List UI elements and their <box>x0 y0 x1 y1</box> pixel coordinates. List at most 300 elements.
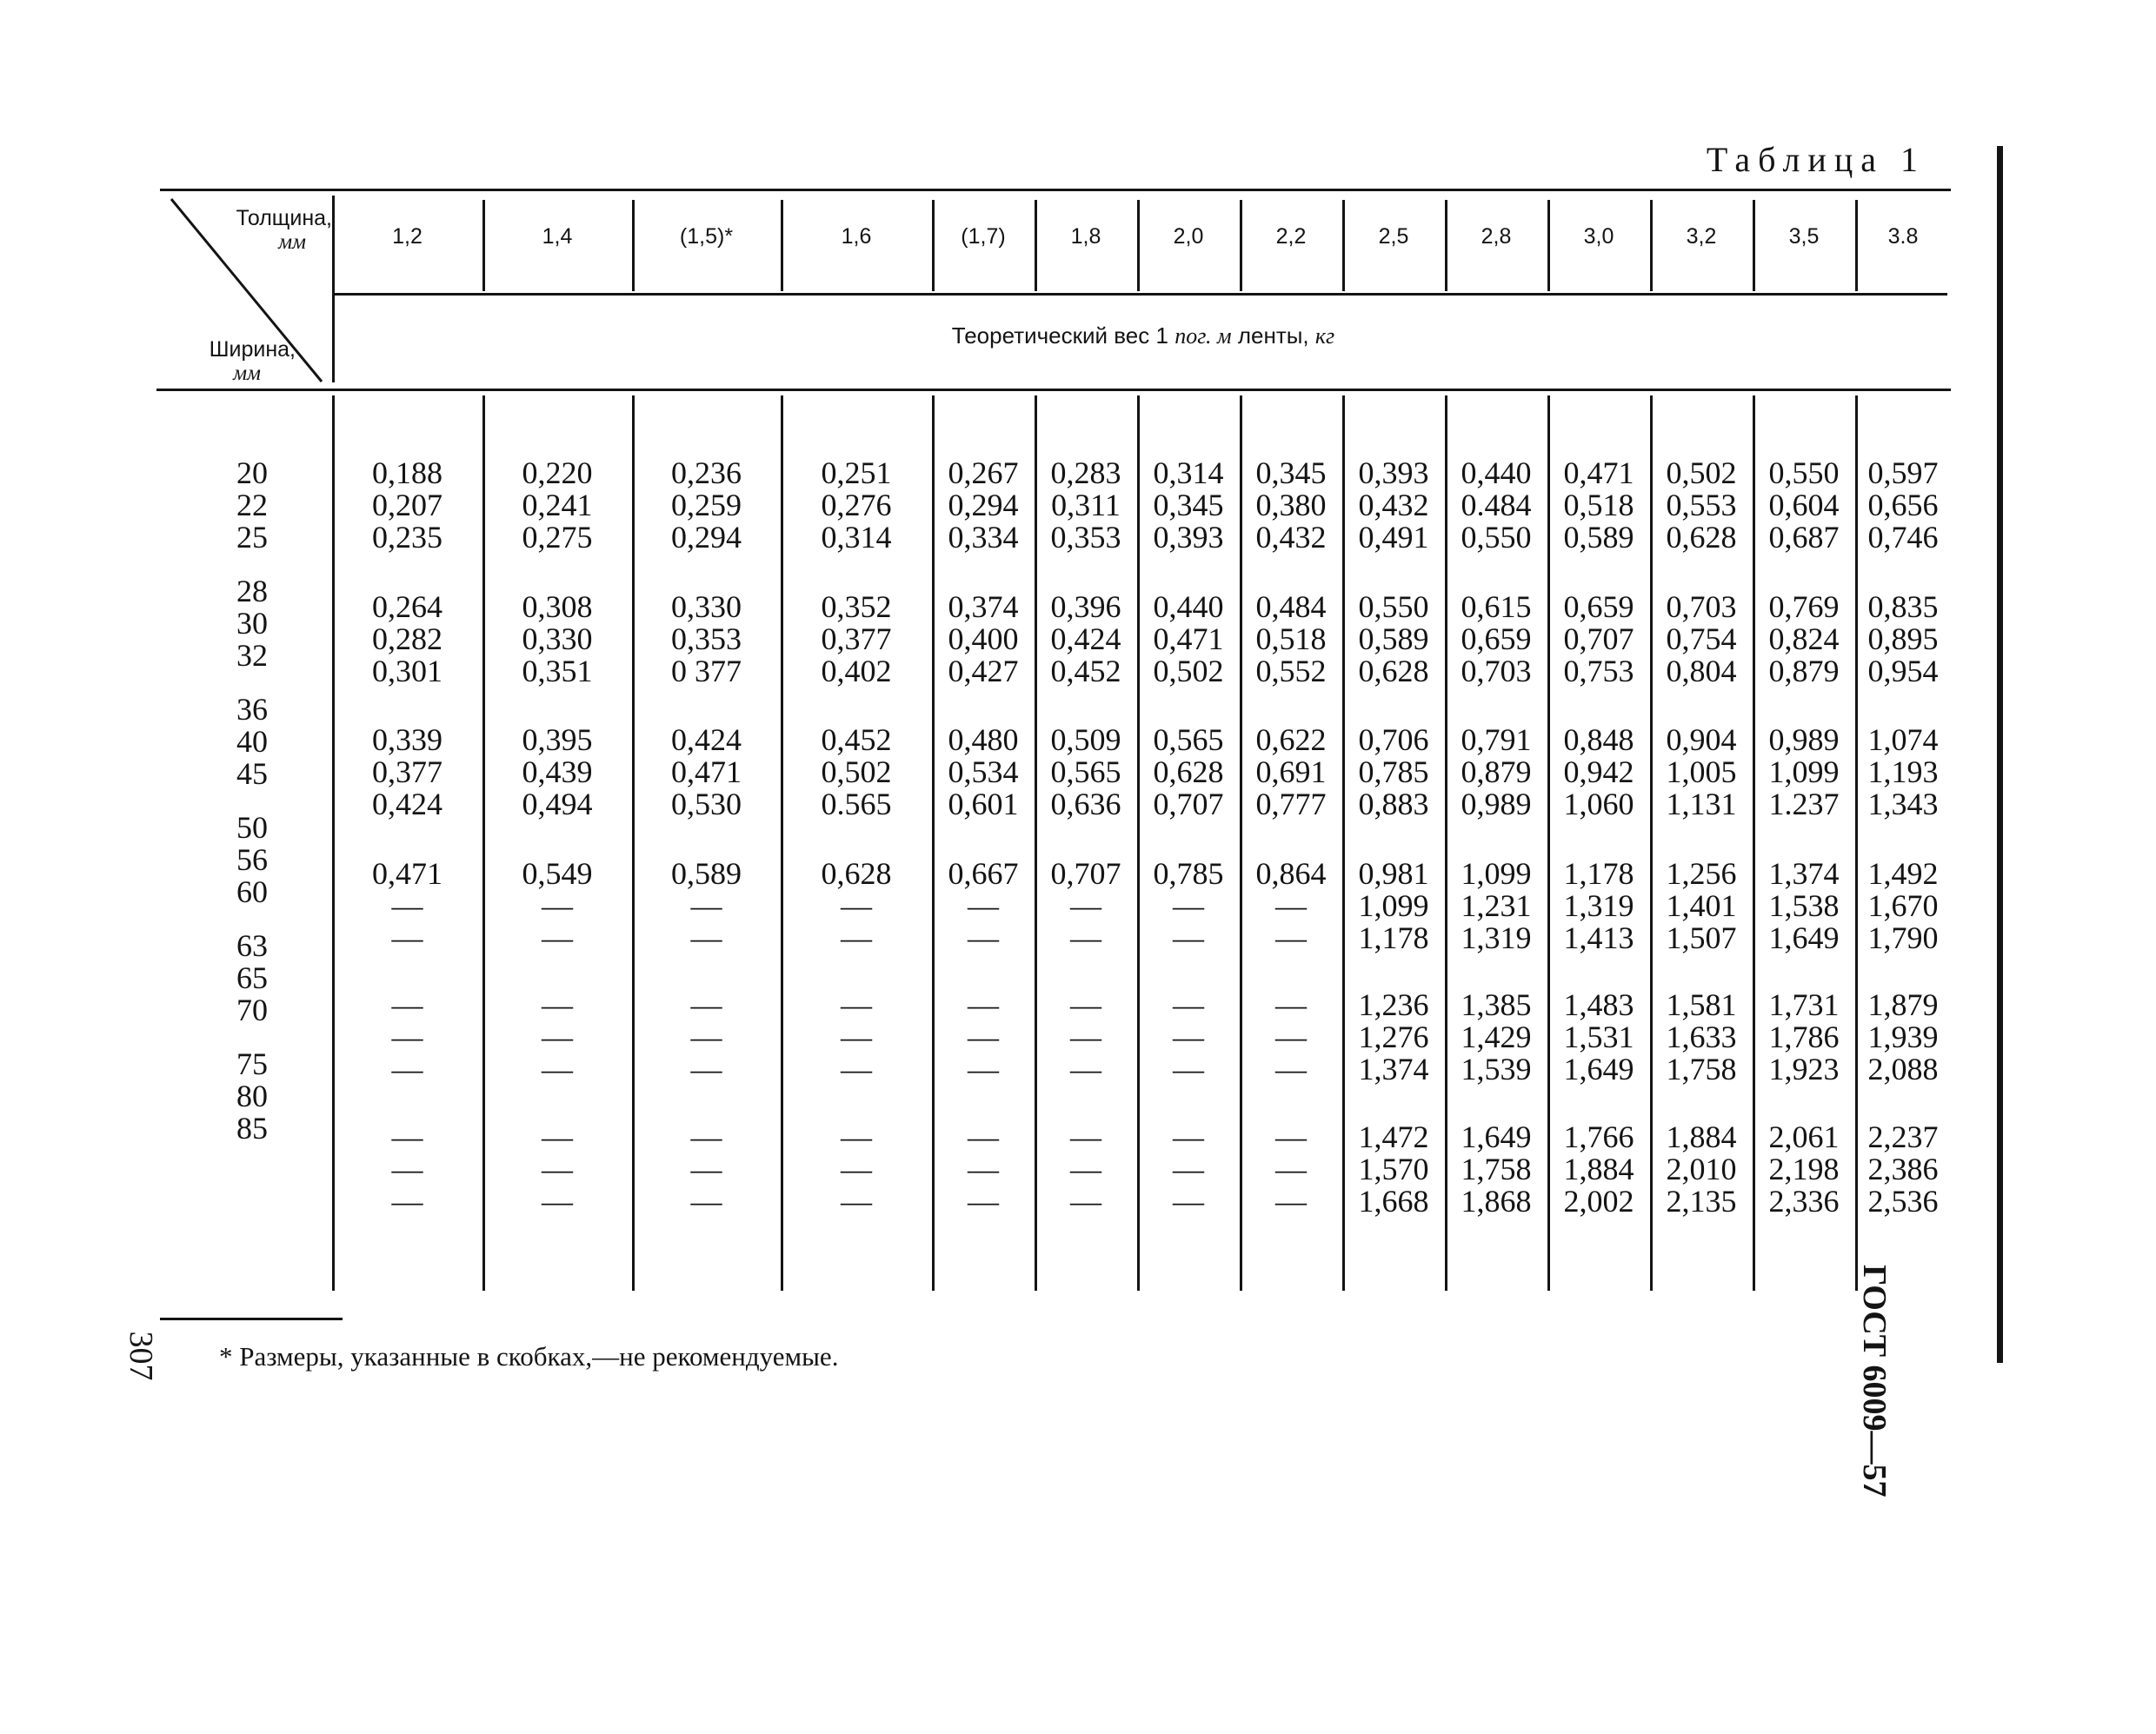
weight-cell: 0,597 <box>1867 455 1939 490</box>
weight-cell: 0,282 <box>372 621 443 656</box>
thickness-header: 2,8 <box>1481 224 1512 249</box>
weight-cell: 0,989 <box>1461 787 1532 821</box>
weight-cell: 0,636 <box>1050 787 1121 821</box>
weight-cell: 0,691 <box>1255 754 1327 789</box>
width-value: 60 <box>236 874 268 909</box>
weight-cell: 0,235 <box>372 520 443 555</box>
thickness-header: 1,6 <box>841 224 872 249</box>
weight-cell: 0,339 <box>372 722 443 757</box>
weight-cell: 1,731 <box>1768 987 1840 1022</box>
weight-cell: — <box>1070 1184 1101 1219</box>
width-value: 80 <box>236 1079 268 1113</box>
weight-cell: — <box>841 1152 872 1186</box>
weight-cell: 2,002 <box>1563 1184 1634 1219</box>
weight-cell: 1,649 <box>1563 1052 1634 1086</box>
weight-cell: — <box>391 1052 423 1086</box>
weight-cell: 1,649 <box>1461 1119 1532 1154</box>
weight-cell: 0,601 <box>948 787 1019 821</box>
weight-cell: 0,396 <box>1050 589 1121 624</box>
weight-subheader <box>339 322 1947 349</box>
width-value: 32 <box>236 638 268 673</box>
weight-cell: — <box>968 1184 999 1219</box>
weight-cell: — <box>1173 1020 1204 1054</box>
subheader-part4: кг <box>1314 323 1335 349</box>
weight-cell: 0,628 <box>821 856 892 891</box>
body-separator <box>632 395 635 1291</box>
weight-cell: 1,581 <box>1666 987 1737 1022</box>
weight-cell: 0,656 <box>1867 488 1939 522</box>
weight-cell: 1,374 <box>1358 1052 1429 1086</box>
weight-cell: — <box>1070 920 1101 955</box>
weight-cell: — <box>968 1152 999 1186</box>
body-separator <box>332 395 335 1291</box>
weight-cell: 2,336 <box>1768 1184 1840 1219</box>
weight-cell: 0,942 <box>1563 754 1634 789</box>
weight-cell: 1,099 <box>1461 856 1532 891</box>
weight-cell: 0,345 <box>1255 455 1327 490</box>
weight-cell: 0,502 <box>1666 455 1737 490</box>
weight-cell: 0,622 <box>1255 722 1327 757</box>
weight-cell: — <box>690 1184 722 1219</box>
weight-cell: 1,074 <box>1867 722 1939 757</box>
width-label: Ширина, <box>209 337 296 362</box>
weight-cell: — <box>841 1184 872 1219</box>
weight-cell: — <box>1173 1152 1204 1186</box>
weight-cell: — <box>841 1052 872 1086</box>
weight-cell: 0,424 <box>372 787 443 821</box>
weight-cell: 0,687 <box>1768 520 1840 555</box>
width-value: 20 <box>236 455 268 490</box>
weight-cell: 0,879 <box>1461 754 1532 789</box>
weight-cell: 0,471 <box>671 754 742 789</box>
weight-cell: 0,393 <box>1358 455 1429 490</box>
weight-cell: 1,413 <box>1563 920 1634 955</box>
thickness-header: 2,2 <box>1275 224 1307 249</box>
subheader-part2: пог. м <box>1174 323 1232 349</box>
weight-cell: 1,483 <box>1563 987 1634 1022</box>
weight-cell: — <box>1173 920 1204 955</box>
weight-cell: 0 377 <box>671 654 742 688</box>
weight-cell: 0,294 <box>948 488 1019 522</box>
width-value: 30 <box>236 606 268 641</box>
weight-cell: — <box>1173 987 1204 1022</box>
weight-cell: 0,276 <box>821 488 892 522</box>
weight-cell: 0,188 <box>372 455 443 490</box>
thickness-header: 3.8 <box>1887 224 1919 249</box>
weight-cell: 1,531 <box>1563 1020 1634 1054</box>
weight-cell: 0,502 <box>1153 654 1224 688</box>
weight-cell: — <box>1275 1119 1307 1154</box>
weight-cell: 2,088 <box>1867 1052 1939 1086</box>
weight-cell: 1,633 <box>1666 1020 1737 1054</box>
weight-cell: 1,193 <box>1867 754 1939 789</box>
weight-cell: — <box>690 1152 722 1186</box>
weight-cell: 0,549 <box>522 856 593 891</box>
weight-cell: 0,785 <box>1358 754 1429 789</box>
thickness-header: (1,7) <box>961 224 1006 249</box>
weight-cell: — <box>391 1184 423 1219</box>
weight-cell: 0,589 <box>671 856 742 891</box>
weight-cell: 0,707 <box>1050 856 1121 891</box>
weight-cell: 0,314 <box>821 520 892 555</box>
weight-cell: 0,703 <box>1666 589 1737 624</box>
footnote: * Размеры, указанные в скобках,—не рекомендуемые. <box>219 1341 839 1372</box>
weight-cell: 0,439 <box>522 754 593 789</box>
weight-cell: 0,424 <box>671 722 742 757</box>
weight-cell: 0,402 <box>821 654 892 688</box>
weight-cell: 1,385 <box>1461 987 1532 1022</box>
weight-cell: 1,923 <box>1768 1052 1840 1086</box>
weight-cell: — <box>1070 1020 1101 1054</box>
weight-cell: 0,707 <box>1563 621 1634 656</box>
weight-cell: 1,649 <box>1768 920 1840 955</box>
width-value: 65 <box>236 960 268 995</box>
weight-cell: 0,432 <box>1255 520 1327 555</box>
weight-cell: 0,251 <box>821 455 892 490</box>
weight-cell: — <box>841 888 872 923</box>
corner-thickness-label <box>202 206 332 255</box>
weight-cell: 0,241 <box>522 488 593 522</box>
table-caption: Таблица 1 <box>1706 140 1926 179</box>
weight-cell: 0,565 <box>1050 754 1121 789</box>
weight-cell: 0,353 <box>1050 520 1121 555</box>
weight-cell: 1,472 <box>1358 1119 1429 1154</box>
side-rule <box>1997 146 2003 1363</box>
thickness-header: 1,2 <box>392 224 423 249</box>
weight-cell: 0,452 <box>821 722 892 757</box>
body-separator <box>1547 395 1550 1291</box>
weight-cell: — <box>542 920 573 955</box>
weight-cell: 2,237 <box>1867 1119 1939 1154</box>
weight-cell: 0,440 <box>1153 589 1224 624</box>
weight-cell: 0,377 <box>372 754 443 789</box>
weight-cell: 1,401 <box>1666 888 1737 923</box>
weight-cell: 1,276 <box>1358 1020 1429 1054</box>
width-value: 75 <box>236 1046 268 1081</box>
weight-cell: 0,589 <box>1358 621 1429 656</box>
weight-cell: — <box>1070 1152 1101 1186</box>
thickness-header: 3,2 <box>1686 224 1717 249</box>
weight-cell: 0,706 <box>1358 722 1429 757</box>
weight-cell: — <box>391 888 423 923</box>
weight-cell: 0,848 <box>1563 722 1634 757</box>
weight-cell: 0,534 <box>948 754 1019 789</box>
weight-cell: — <box>690 888 722 923</box>
weight-cell: 0,791 <box>1461 722 1532 757</box>
weight-cell: 2,198 <box>1768 1152 1840 1186</box>
table-top-rule <box>160 189 1951 191</box>
thickness-header: 3,0 <box>1583 224 1614 249</box>
weight-cell: 0,380 <box>1255 488 1327 522</box>
weight-cell: — <box>391 920 423 955</box>
weight-cell: — <box>542 888 573 923</box>
subheader-part3: ленты, <box>1237 322 1309 349</box>
width-value: 63 <box>236 928 268 963</box>
width-value: 36 <box>236 692 268 727</box>
width-value: 22 <box>236 488 268 522</box>
weight-cell: 1,374 <box>1768 856 1840 891</box>
weight-cell: 0,275 <box>522 520 593 555</box>
weight-cell: — <box>391 1020 423 1054</box>
weight-cell: — <box>841 920 872 955</box>
weight-cell: 0,864 <box>1255 856 1327 891</box>
weight-cell: — <box>391 1119 423 1154</box>
weight-cell: 0,553 <box>1666 488 1737 522</box>
body-separator <box>1137 395 1140 1291</box>
weight-cell: 2,061 <box>1768 1119 1840 1154</box>
weight-cell: 1,538 <box>1768 888 1840 923</box>
thickness-header: 2,5 <box>1378 224 1409 249</box>
weight-cell: — <box>1275 920 1307 955</box>
standard-label: ГОСТ 6009—57 <box>1856 1265 1893 1498</box>
header-inner-rule <box>334 293 1947 296</box>
width-value: 50 <box>236 810 268 845</box>
weight-cell: — <box>968 1119 999 1154</box>
weight-cell: — <box>690 920 722 955</box>
weight-cell: — <box>1173 888 1204 923</box>
weight-cell: 0,393 <box>1153 520 1224 555</box>
body-separator <box>1445 395 1447 1291</box>
weight-cell: 1,060 <box>1563 787 1634 821</box>
weight-cell: — <box>690 1020 722 1054</box>
weight-cell: 0,427 <box>948 654 1019 688</box>
weight-cell: 0,400 <box>948 621 1019 656</box>
thickness-label: Толщина, <box>236 206 332 230</box>
weight-cell: 1,178 <box>1563 856 1634 891</box>
weight-cell: 0,471 <box>1153 621 1224 656</box>
weight-cell: 1,256 <box>1666 856 1737 891</box>
weight-cell: 1,570 <box>1358 1152 1429 1186</box>
weight-cell: — <box>391 1152 423 1186</box>
weight-cell: 0.484 <box>1461 488 1532 522</box>
weight-cell: 0,440 <box>1461 455 1532 490</box>
weight-cell: 0,954 <box>1867 654 1939 688</box>
body-separator <box>781 395 783 1291</box>
weight-cell: 0,989 <box>1768 722 1840 757</box>
corner-width-label <box>165 337 296 386</box>
weight-cell: 0,395 <box>522 722 593 757</box>
weight-cell: 0,981 <box>1358 856 1429 891</box>
weight-cell: 0,746 <box>1867 520 1939 555</box>
weight-cell: — <box>1173 1052 1204 1086</box>
weight-cell: 1,492 <box>1867 856 1939 891</box>
weight-cell: 0,895 <box>1867 621 1939 656</box>
weight-cell: 0,628 <box>1666 520 1737 555</box>
weight-cell: 0,550 <box>1358 589 1429 624</box>
weight-cell: 0,267 <box>948 455 1019 490</box>
weight-cell: 1,868 <box>1461 1184 1532 1219</box>
weight-cell: — <box>1070 1119 1101 1154</box>
weight-cell: 1,178 <box>1358 920 1429 955</box>
weight-cell: 1,539 <box>1461 1052 1532 1086</box>
weight-cell: — <box>968 1052 999 1086</box>
weight-cell: 0,334 <box>948 520 1019 555</box>
weight-cell: 0,236 <box>671 455 742 490</box>
weight-cell: — <box>841 987 872 1022</box>
weight-cell: — <box>690 1052 722 1086</box>
page-number: 307 <box>123 1331 159 1381</box>
weight-cell: 0,879 <box>1768 654 1840 688</box>
weight-cell: — <box>690 1119 722 1154</box>
weight-cell: 0,604 <box>1768 488 1840 522</box>
weight-cell: 0,703 <box>1461 654 1532 688</box>
weight-cell: 0,471 <box>372 856 443 891</box>
weight-cell: 1,005 <box>1666 754 1737 789</box>
body-separator <box>482 395 485 1291</box>
header-bottom-rule <box>156 389 1951 391</box>
weight-cell: 0,824 <box>1768 621 1840 656</box>
weight-cell: 0,264 <box>372 589 443 624</box>
weight-cell: — <box>1173 1184 1204 1219</box>
weight-cell: — <box>1070 888 1101 923</box>
weight-cell: 2,536 <box>1867 1184 1939 1219</box>
weight-cell: 0,294 <box>671 520 742 555</box>
thickness-header: 1,8 <box>1070 224 1101 249</box>
weight-cell: 0,785 <box>1153 856 1224 891</box>
weight-cell: 0,494 <box>522 787 593 821</box>
weight-cell: — <box>841 1020 872 1054</box>
weight-cell: 1,343 <box>1867 787 1939 821</box>
weight-cell: 0,753 <box>1563 654 1634 688</box>
weight-cell: 1,429 <box>1461 1020 1532 1054</box>
weight-cell: 1,231 <box>1461 888 1532 923</box>
weight-cell: 1,884 <box>1563 1152 1634 1186</box>
weight-cell: — <box>1173 1119 1204 1154</box>
width-value: 28 <box>236 574 268 608</box>
body-separator <box>1240 395 1242 1291</box>
weight-cell: 0,509 <box>1050 722 1121 757</box>
weight-cell: 0,308 <box>522 589 593 624</box>
weight-cell: 0,374 <box>948 589 1019 624</box>
weight-cell: 0,615 <box>1461 589 1532 624</box>
weight-cell: 0,804 <box>1666 654 1737 688</box>
weight-cell: 0,283 <box>1050 455 1121 490</box>
body-separator <box>932 395 935 1291</box>
weight-cell: — <box>968 888 999 923</box>
weight-cell: 1,790 <box>1867 920 1939 955</box>
footnote-rule <box>160 1318 343 1320</box>
weight-cell: — <box>690 987 722 1022</box>
body-separator <box>1035 395 1037 1291</box>
weight-cell: 0,628 <box>1358 654 1429 688</box>
width-value: 40 <box>236 724 268 759</box>
weight-cell: 0,589 <box>1563 520 1634 555</box>
weight-cell: 1,670 <box>1867 888 1939 923</box>
width-value: 45 <box>236 756 268 791</box>
weight-cell: 0,351 <box>522 654 593 688</box>
body-separator <box>1650 395 1653 1291</box>
weight-cell: 0,659 <box>1563 589 1634 624</box>
width-value: 70 <box>236 993 268 1027</box>
weight-cell: 0,432 <box>1358 488 1429 522</box>
weight-cell: 1,131 <box>1666 787 1737 821</box>
weight-cell: — <box>542 1052 573 1086</box>
thickness-header: (1,5)* <box>679 224 734 249</box>
width-value: 85 <box>236 1111 268 1146</box>
weight-cell: 1,786 <box>1768 1020 1840 1054</box>
body-separator <box>1855 395 1858 1291</box>
weight-cell: 1.237 <box>1768 787 1840 821</box>
weight-cell: 0,550 <box>1768 455 1840 490</box>
weight-cell: — <box>968 1020 999 1054</box>
weight-cell: — <box>1275 987 1307 1022</box>
thickness-header: 1,4 <box>542 224 573 249</box>
width-value: 56 <box>236 842 268 877</box>
weight-cell: 0,754 <box>1666 621 1737 656</box>
weight-cell: 0,220 <box>522 455 593 490</box>
weight-cell: 1,668 <box>1358 1184 1429 1219</box>
weight-cell: 0,883 <box>1358 787 1429 821</box>
weight-cell: 0,769 <box>1768 589 1840 624</box>
weight-cell: — <box>1070 1052 1101 1086</box>
weight-cell: — <box>1070 987 1101 1022</box>
weight-cell: 0,659 <box>1461 621 1532 656</box>
weight-cell: 0,667 <box>948 856 1019 891</box>
weight-cell: 0,352 <box>821 589 892 624</box>
weight-cell: 0,330 <box>522 621 593 656</box>
weight-cell: 0,377 <box>821 621 892 656</box>
body-separator <box>1342 395 1345 1291</box>
weight-cell: 0,424 <box>1050 621 1121 656</box>
weight-cell: 1,319 <box>1563 888 1634 923</box>
weight-cell: 1,879 <box>1867 987 1939 1022</box>
weight-cell: 0,491 <box>1358 520 1429 555</box>
weight-cell: 0,552 <box>1255 654 1327 688</box>
weight-cell: 1,939 <box>1867 1020 1939 1054</box>
weight-cell: 1,099 <box>1768 754 1840 789</box>
weight-cell: 0,777 <box>1255 787 1327 821</box>
weight-cell: — <box>1275 1052 1307 1086</box>
weight-cell: 0,345 <box>1153 488 1224 522</box>
weight-cell: 0,484 <box>1255 589 1327 624</box>
weight-cell: 0,502 <box>821 754 892 789</box>
weight-cell: 0,518 <box>1563 488 1634 522</box>
weight-cell: — <box>968 920 999 955</box>
weight-cell: — <box>542 1119 573 1154</box>
weight-cell: 0,471 <box>1563 455 1634 490</box>
weight-cell: 2,135 <box>1666 1184 1737 1219</box>
weight-cell: 0,259 <box>671 488 742 522</box>
width-value: 25 <box>236 520 268 555</box>
weight-cell: — <box>542 1152 573 1186</box>
width-unit: мм <box>233 362 261 385</box>
weight-cell: 0,518 <box>1255 621 1327 656</box>
weight-cell: — <box>1275 888 1307 923</box>
weight-cell: 0,904 <box>1666 722 1737 757</box>
weight-cell: — <box>542 987 573 1022</box>
weight-cell: 0,550 <box>1461 520 1532 555</box>
subheader-part1: Теоретический вес 1 <box>951 322 1168 349</box>
weight-cell: 0,480 <box>948 722 1019 757</box>
thickness-header: 3,5 <box>1788 224 1820 249</box>
weight-cell: 0,353 <box>671 621 742 656</box>
weight-cell: 0,311 <box>1051 488 1121 522</box>
body-separator <box>1753 395 1755 1291</box>
weight-cell: — <box>391 987 423 1022</box>
weight-cell: 0,530 <box>671 787 742 821</box>
weight-cell: 1,099 <box>1358 888 1429 923</box>
weight-cell: — <box>542 1184 573 1219</box>
weight-cell: — <box>1275 1152 1307 1186</box>
thickness-header: 2,0 <box>1173 224 1204 249</box>
weight-cell: 1,319 <box>1461 920 1532 955</box>
weight-cell: 1,507 <box>1666 920 1737 955</box>
weight-cell: 0.565 <box>821 787 892 821</box>
weight-cell: 0,565 <box>1153 722 1224 757</box>
weight-cell: 0,452 <box>1050 654 1121 688</box>
weight-cell: 1,766 <box>1563 1119 1634 1154</box>
weight-cell: 1,758 <box>1461 1152 1532 1186</box>
